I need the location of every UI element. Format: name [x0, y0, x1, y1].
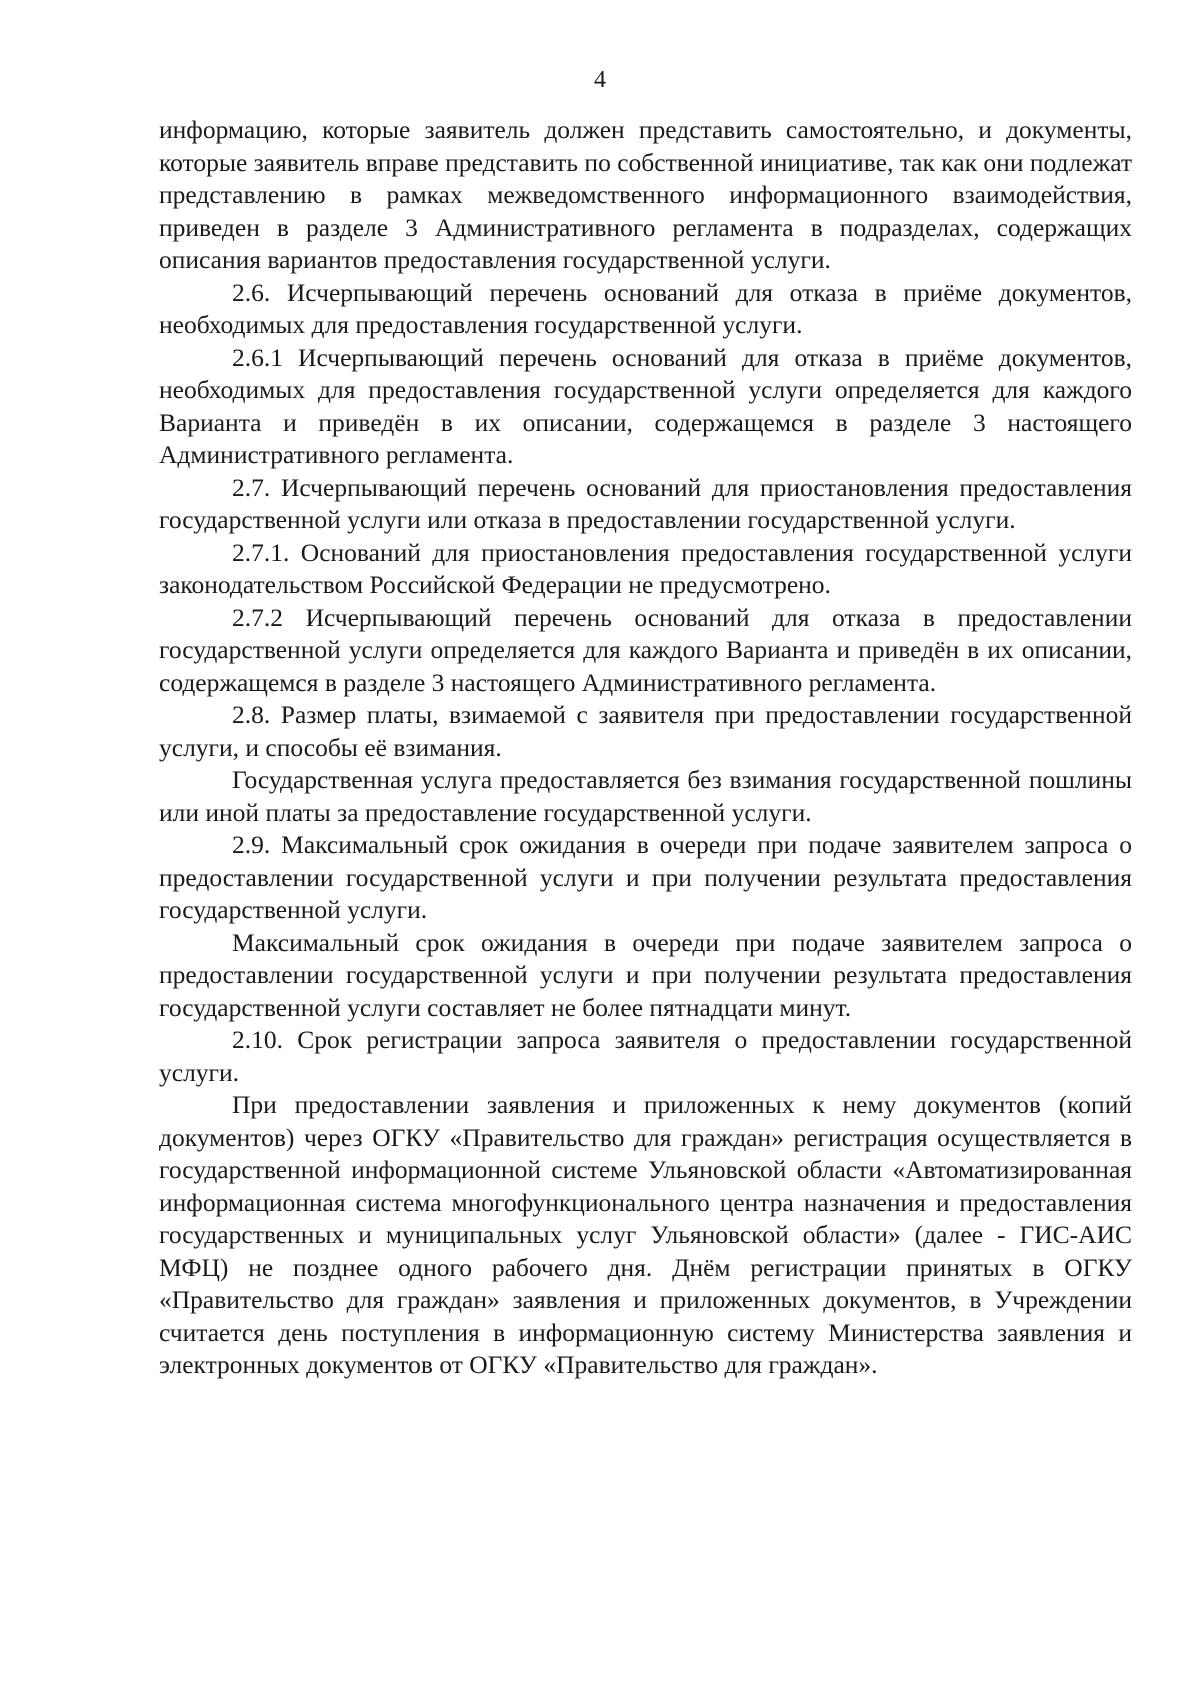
paragraph-2-7-2: 2.7.2 Исчерпывающий перечень оснований для отказа в предоставлении государственной услуги определяется для каждого Варианта и приведён в их описании, содержащемся в разделе 3 настоящего Административного регламента.	[159, 602, 1132, 697]
paragraph-2-9: 2.9. Максимальный срок ожидания в очереди при подаче заявителем запроса о предоставлении государственной услуги и при получении результата предоставления государственной услуги.	[159, 830, 1132, 924]
paragraph-2-6: 2.6. Исчерпывающий перечень оснований для отказа в приёме документов, необходимых для предоставления государственной услуги.	[159, 277, 1132, 339]
document-body	[159, 114, 1132, 1382]
paragraph-2-8-body: Государственная услуга предоставляется без взимания государственной пошлины или иной платы за предоставление государственной услуги.	[159, 765, 1132, 827]
page-number: 4	[594, 67, 606, 93]
paragraph-2-9-body: Максимальный срок ожидания в очереди при подаче заявителем запроса о предоставлении государственной услуги и при получении результата предоставления государственной услуги составляет не более пятнадцати минут.	[159, 927, 1132, 1022]
paragraph-continuation: информацию, которые заявитель должен представить самостоятельно, и документы, которые заявитель вправе представить по собственной инициативе, так как они подлежат представлению в рамках межведомственного информационного взаимодействия, приведен в разделе 3 Административного регламента в подразделах, содержащих описания вариантов предоставления государственной услуги.	[159, 115, 1132, 274]
paragraph-2-7: 2.7. Исчерпывающий перечень оснований для приостановления предоставления государственной услуги или отказа в предоставлении государственной услуги.	[159, 472, 1132, 534]
paragraph-2-6-1: 2.6.1 Исчерпывающий перечень оснований для отказа в приёме документов, необходимых для предоставления государственной услуги определяется для каждого Варианта и приведён в их описании, содержащемся в разделе 3 настоящего Административного регламента.	[159, 342, 1132, 469]
paragraph-2-10-body: При предоставлении заявления и приложенных к нему документов (копий документов) через ОГКУ «Правительство для граждан» регистрация осуществляется в государственной информационной системе Ульяновской области «Автоматизированная информационная система многофункционального центра назначения и предоставления государственных и муниципальных услуг Ульяновской области» (далее - ГИС-АИС МФЦ) не позднее одного рабочего дня. Днём регистрации принятых в ОГКУ «Правительство для граждан» заявления и приложенных документов, в Учреждении считается день поступления в информационную систему Министерства заявления и электронных документов от ОГКУ «Правительство для граждан».	[159, 1090, 1132, 1379]
paragraph-2-8: 2.8. Размер платы, взимаемой с заявителя при предоставлении государственной услуги, и способы её взимания.	[159, 700, 1132, 762]
paragraph-2-7-1: 2.7.1. Оснований для приостановления предоставления государственной услуги законодательством Российской Федерации не предусмотрено.	[159, 537, 1132, 599]
paragraph-2-10: 2.10. Срок регистрации запроса заявителя о предоставлении государственной услуги.	[159, 1025, 1132, 1087]
